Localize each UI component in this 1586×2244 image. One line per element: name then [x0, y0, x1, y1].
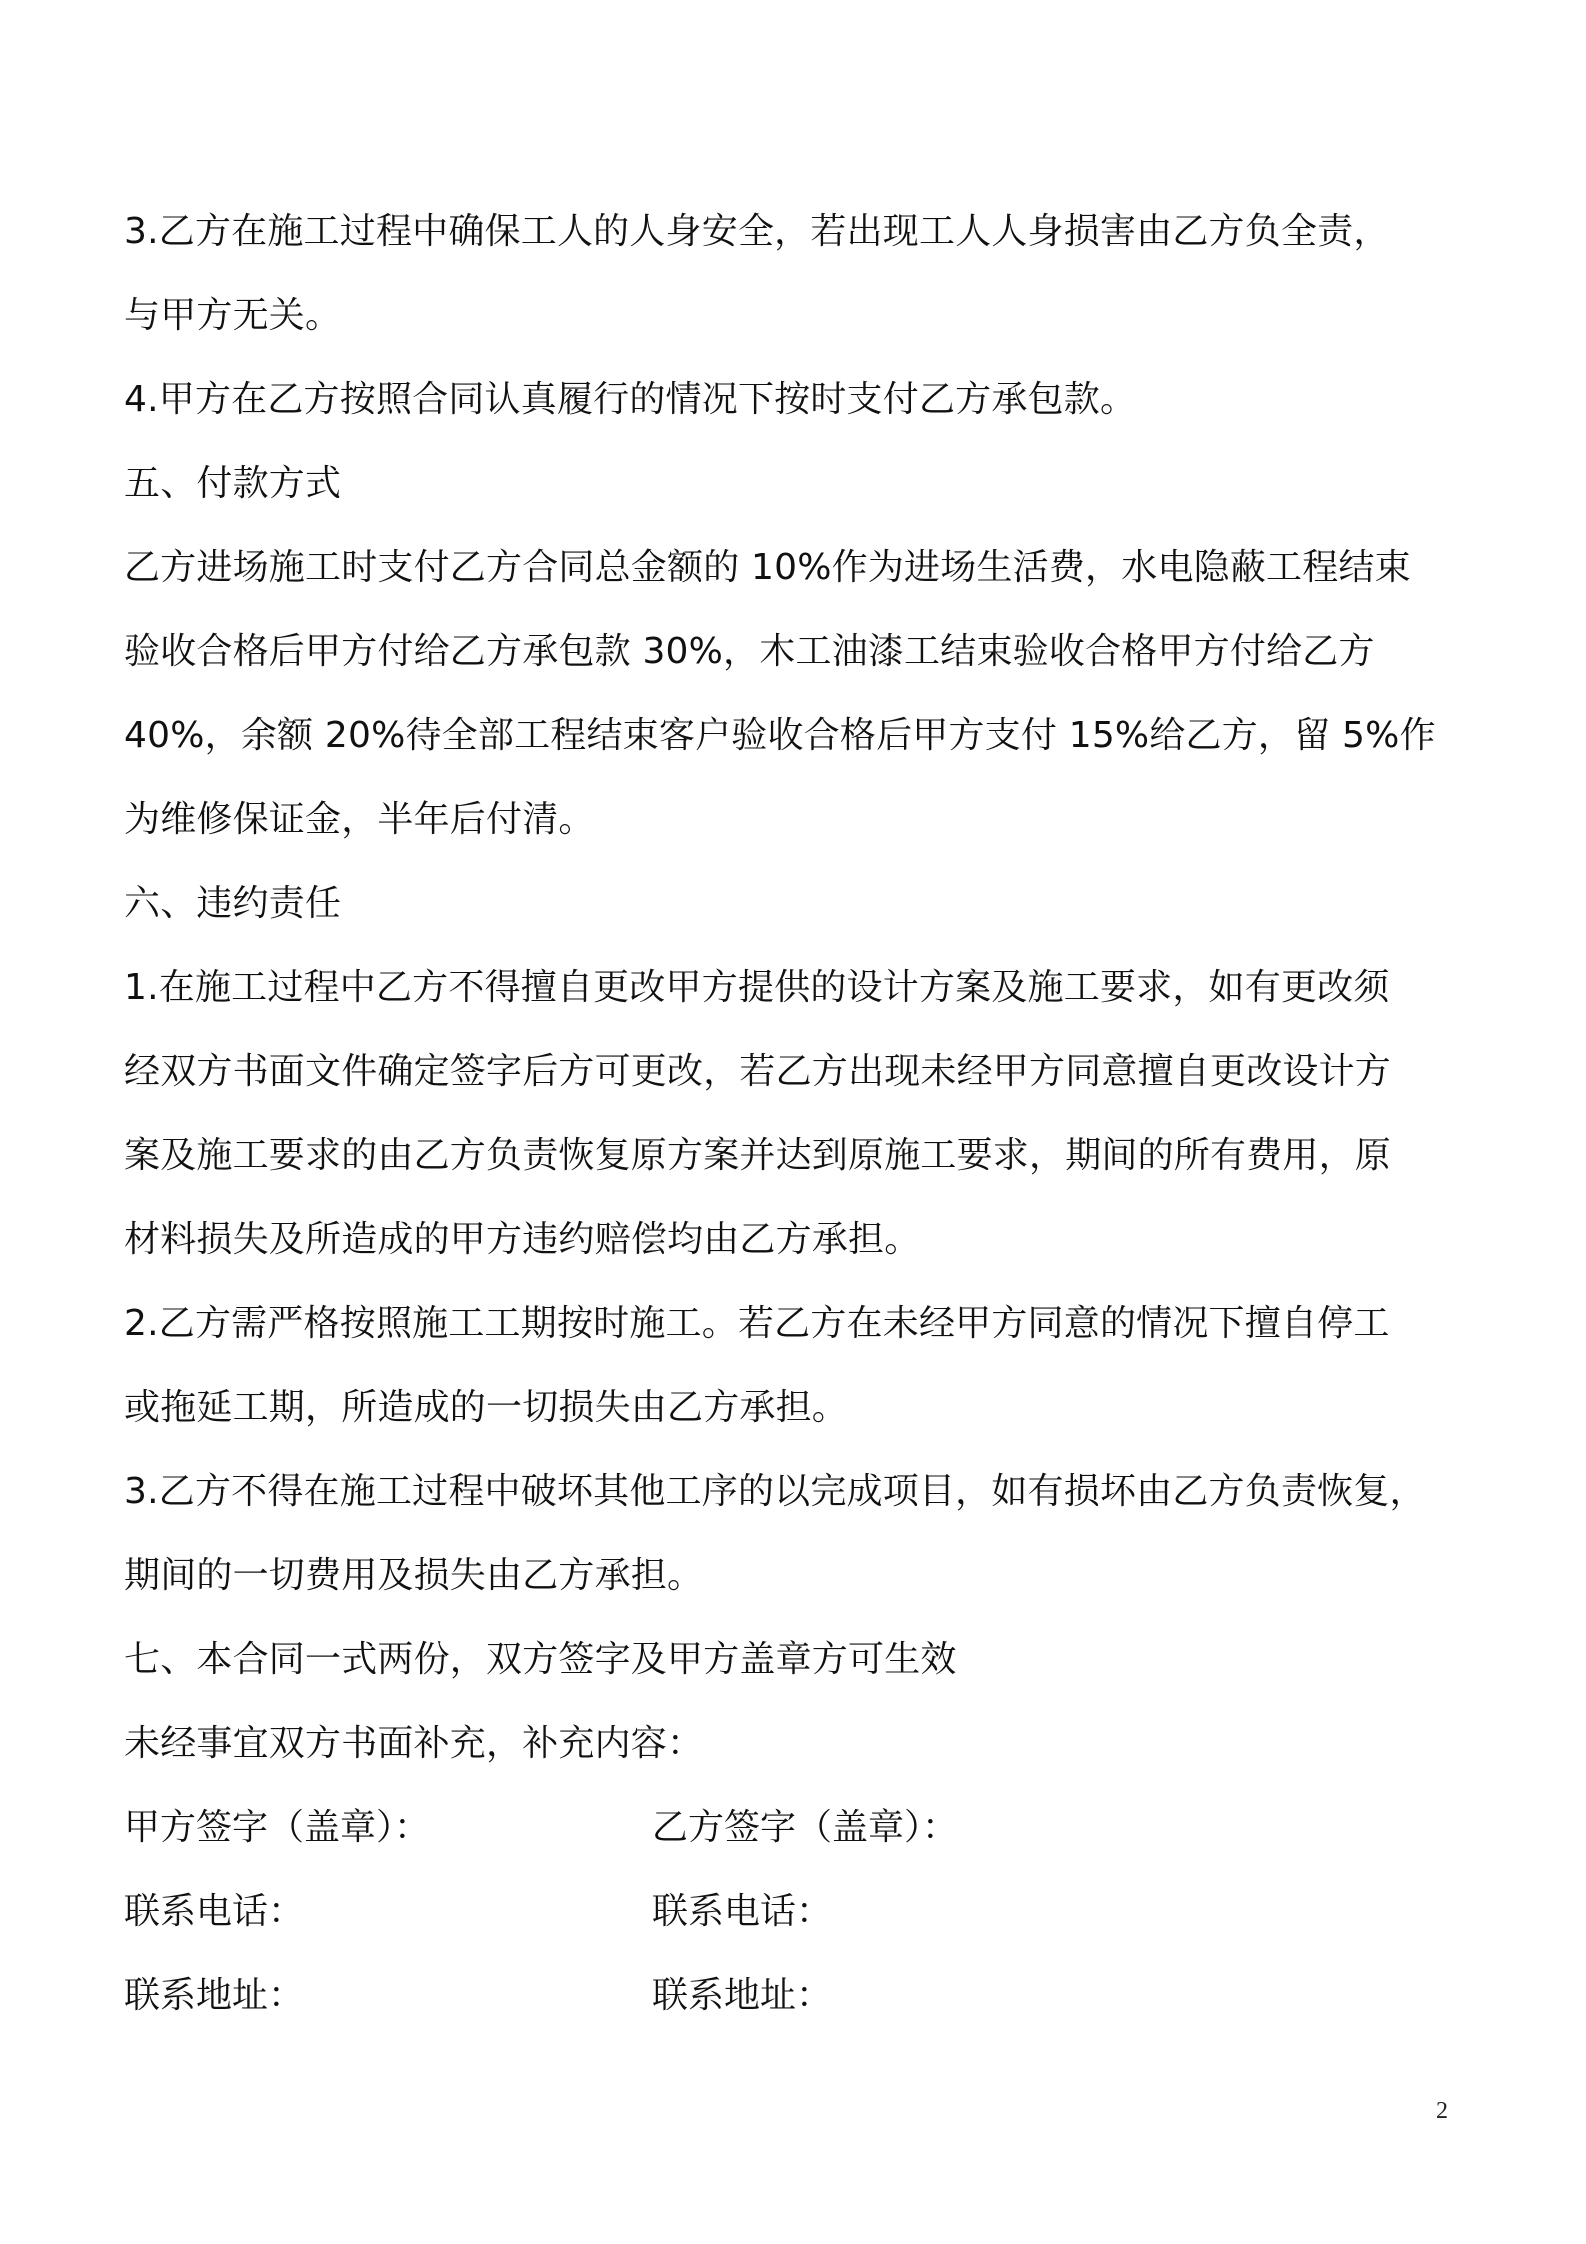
clause-3-safety-line-1: 3.乙方在施工过程中确保工人的人身安全，若出现工人人身损害由乙方负全责，: [124, 211, 1390, 252]
payment-paragraph-line-2: 验收合格后甲方付给乙方承包款 30%，木工油漆工结束验收合格甲方付给乙方: [124, 631, 1375, 672]
document-body: [124, 190, 1464, 2038]
breach-clause-2-line-1: 2.乙方需严格按照施工工期按时施工。若乙方在未经甲方同意的情况下擅自停工: [124, 1303, 1390, 1344]
signature-row: [124, 1786, 1464, 1870]
party-a-phone-label: 联系电话：: [124, 1891, 305, 1932]
payment-paragraph-line-4: 为维修保证金，半年后付清。: [124, 799, 595, 840]
party-b-address-label: 联系地址：: [652, 1975, 833, 2016]
breach-clause-1-line-4: 材料损失及所造成的甲方违约赔偿均由乙方承担。: [124, 1219, 921, 1260]
party-b-phone-label: 联系电话：: [652, 1891, 833, 1932]
clause-3-safety-line-2: 与甲方无关。: [124, 295, 342, 336]
breach-clause-1-line-3: 案及施工要求的由乙方负责恢复原方案并达到原施工要求，期间的所有费用，原: [124, 1135, 1392, 1176]
address-row: [124, 1954, 1464, 2038]
breach-clause-1-line-2: 经双方书面文件确定签字后方可更改，若乙方出现未经甲方同意擅自更改设计方: [124, 1051, 1392, 1092]
breach-clause-2-line-2: 或拖延工期，所造成的一切损失由乙方承担。: [124, 1387, 849, 1428]
party-a-address-label: 联系地址：: [124, 1975, 305, 2016]
section-heading-contract-copies: 七、本合同一式两份，双方签字及甲方盖章方可生效: [124, 1639, 957, 1680]
payment-paragraph-line-1: 乙方进场施工时支付乙方合同总金额的 10%作为进场生活费，水电隐蔽工程结束: [124, 547, 1411, 588]
section-heading-payment-method: 五、付款方式: [124, 463, 342, 504]
party-a-signature-label: 甲方签字（盖章）：: [124, 1807, 431, 1848]
supplement-line: 未经事宜双方书面补充，补充内容：: [124, 1723, 704, 1764]
page-number: 2: [1436, 2098, 1448, 2124]
party-b-signature-label: 乙方签字（盖章）：: [652, 1807, 959, 1848]
phone-row: [124, 1870, 1464, 1954]
breach-clause-3-line-1: 3.乙方不得在施工过程中破坏其他工序的以完成项目，如有损坏由乙方负责恢复，: [124, 1471, 1426, 1512]
section-heading-breach-liability: 六、违约责任: [124, 883, 342, 924]
breach-clause-3-line-2: 期间的一切费用及损失由乙方承担。: [124, 1555, 704, 1596]
clause-4-payment-duty: 4.甲方在乙方按照合同认真履行的情况下按时支付乙方承包款。: [124, 379, 1137, 420]
payment-paragraph-line-3: 40%，余额 20%待全部工程结束客户验收合格后甲方支付 15%给乙方，留 5%作: [124, 715, 1436, 756]
breach-clause-1-line-1: 1.在施工过程中乙方不得擅自更改甲方提供的设计方案及施工要求，如有更改须: [124, 967, 1390, 1008]
